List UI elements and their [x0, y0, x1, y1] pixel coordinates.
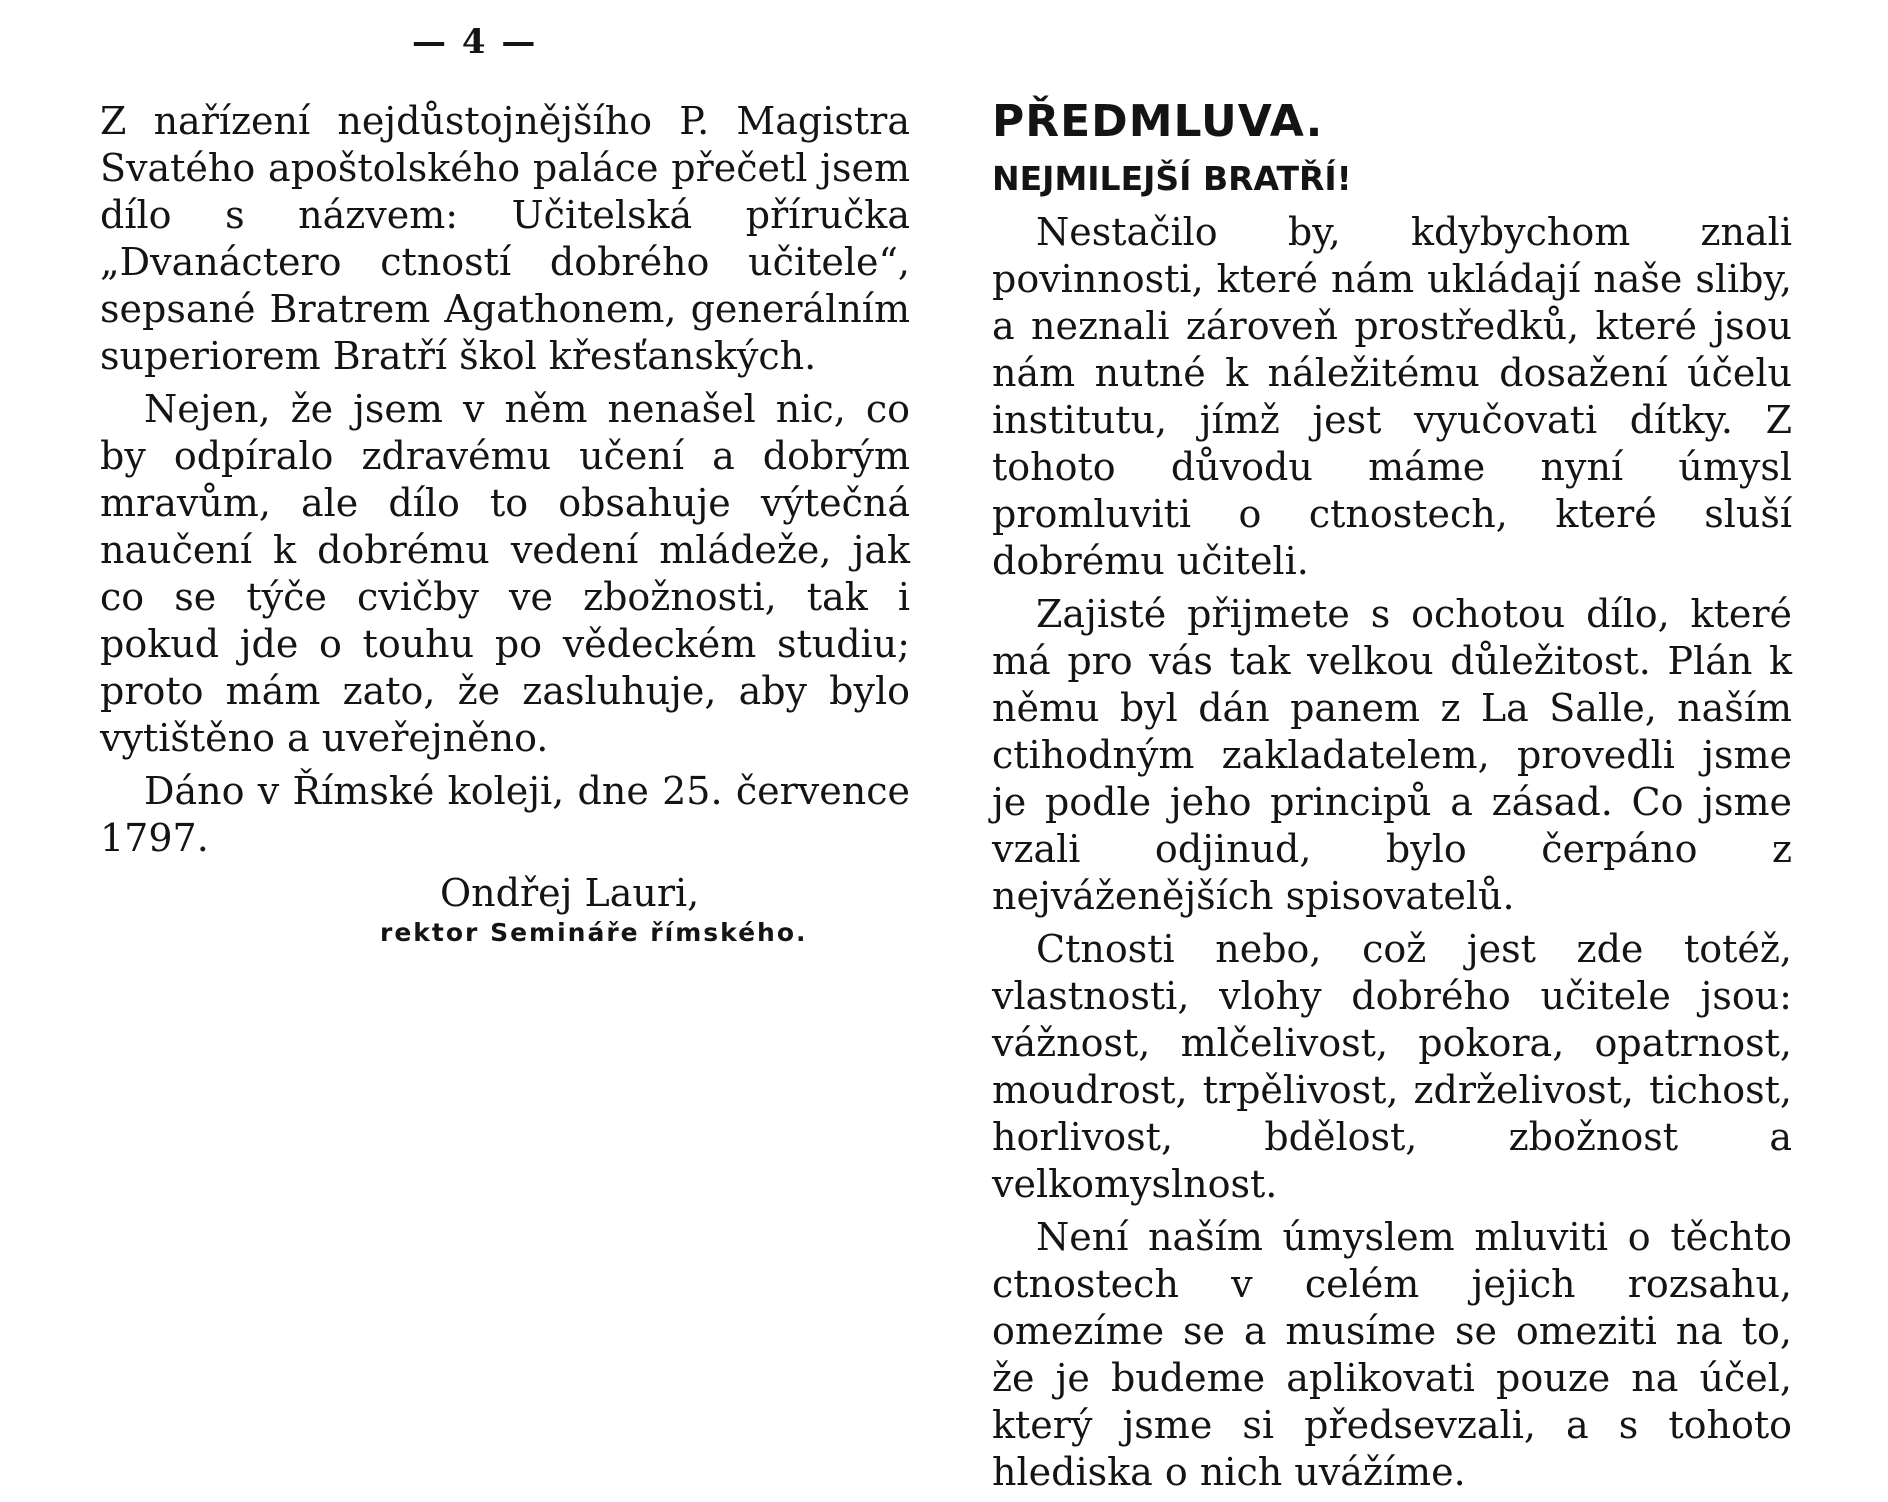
left-text-column [100, 98, 910, 950]
salutation-heading: NEJMILEJŠÍ BRATŘÍ! [992, 159, 1352, 198]
preface-paragraph: Nestačilo by, kdybychom znali povinnosti, které nám ukládají naše sliby, a neznali zároveň prostředků, které jsou nám nutné k náležitému dosažení účelu institutu, jímž jest vyučovati dítky. Z tohoto důvodu máme nyní úmysl promluviti o ctnostech, které sluší dobrému učiteli. [992, 210, 1792, 583]
signature-title: rektor Semináře římského. [380, 918, 808, 947]
signature-block [100, 870, 910, 950]
date-paragraph: Dáno v Římské koleji, dne 25. července 1797. [100, 769, 910, 860]
approval-paragraph: Nejen, že jsem v něm nenašel nic, co by odpíralo zdravému učení a dobrým mravům, ale dílo to obsahuje výtečná naučení k dobrému vedení mládeže, jak co se týče cvičby ve zbožnosti, tak i pokud jde o touhu po vědeckém studiu; proto mám zato, že zasluhuje, aby bylo vytištěno a uveřejněno. [100, 387, 910, 760]
preface-paragraph: Zajisté přijmete s ochotou dílo, které má pro vás tak velkou důležitost. Plán k němu byl dán panem z La Salle, naším ctihodným zakladatelem, provedli jsme je podle jeho principů a zásad. Co jsme vzali odjinud, bylo čerpáno z nejváženějších spisovatelů. [992, 592, 1792, 918]
right-text-column [992, 95, 1792, 1502]
preface-paragraph: Ctnosti nebo, což jest zde totéž, vlastnosti, vlohy dobrého učitele jsou: vážnost, mlčelivost, pokora, opatrnost, moudrost, trpělivost, zdrželivost, tichost, horlivost, bdělost, zbožnost a velkomyslnost. [992, 927, 1792, 1206]
approval-paragraph: Z nařízení nejdůstojnějšího P. Magistra Svatého apoštolského paláce přečetl jsem dílo s názvem: Učitelská příručka „Dvanáctero ctností dobrého učitele“, sepsané Bratrem Agathonem, generálním superiorem Bratří škol křesťanských. [100, 99, 910, 378]
preface-paragraph: Není naším úmyslem mluviti o těchto ctnostech v celém jejich rozsahu, omezíme se a musíme se omeziti na to, že je budeme aplikovati pouze na účel, který jsme si předsevzali, a s tohoto hlediska o nich uvážíme. [992, 1215, 1792, 1494]
section-heading: PŘEDMLUVA. [992, 96, 1324, 147]
left-page [0, 0, 944, 1500]
page-number: — 4 — [412, 22, 538, 62]
signature-name: Ondřej Lauri, [440, 871, 700, 915]
right-page [944, 0, 1888, 1500]
